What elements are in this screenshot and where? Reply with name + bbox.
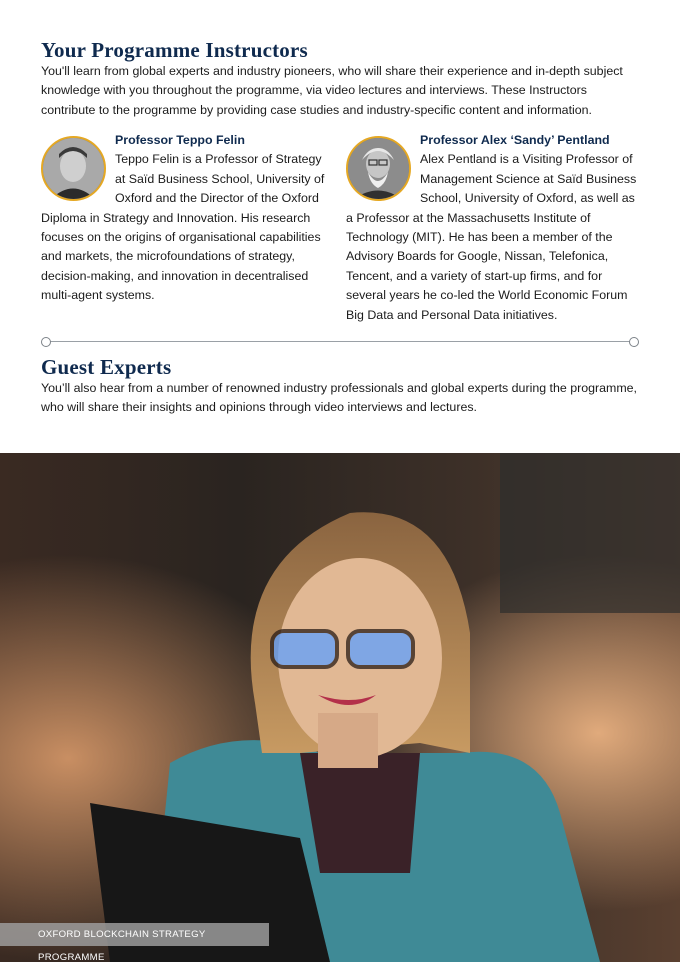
instructors-intro: You'll learn from global experts and industry pioneers, who will share their experience and in-depth subject knowledge with you throughout the programme, via video lectures and interviews. These Instructors contribute to the programme by providing case studies and industry-specific content and information. (41, 64, 623, 117)
avatar-felin (41, 136, 106, 201)
footer-programme-label: OXFORD BLOCKCHAIN STRATEGY PROGRAMME (0, 923, 269, 946)
guests-heading: Guest Experts (41, 355, 172, 379)
instructors-heading: Your Programme Instructors (41, 38, 308, 62)
hero-photo (0, 453, 680, 962)
instructor-card-pentland (346, 131, 641, 325)
instructor-name: Professor Alex ‘Sandy’ Pentland (420, 133, 610, 147)
instructor-name: Professor Teppo Felin (115, 133, 245, 147)
section-divider (41, 337, 639, 347)
guests-text: You’ll also hear from a number of renowned industry professionals and global experts during the programme, who will share their insights and opinions through video interviews and lectures. (41, 381, 638, 415)
avatar-pentland (346, 136, 411, 201)
instructor-bio: Teppo Felin is a Professor of Strategy at Saïd Business School, University of Oxford and the Director of the Oxford Diploma in Strategy and Innovation. His research focuses on the origins of organisational capabilities and markets, the microfoundations of strategy, decision-making, and innovation in decentralised multi-agent systems. (41, 152, 325, 303)
instructor-card-felin (41, 131, 333, 306)
instructor-bio: Alex Pentland is a Visiting Professor of Management Science at Saïd Business School, University of Oxford, as well as a Professor at the Massachusetts Institute of Technology (MIT). He has been a member of the Advisory Boards for Google, Nissan, Telefonica, Tencent, and a variety of start-up firms, and for several years he co-led the World Economic Forum Big Data and Personal Data initiatives. (346, 152, 637, 322)
